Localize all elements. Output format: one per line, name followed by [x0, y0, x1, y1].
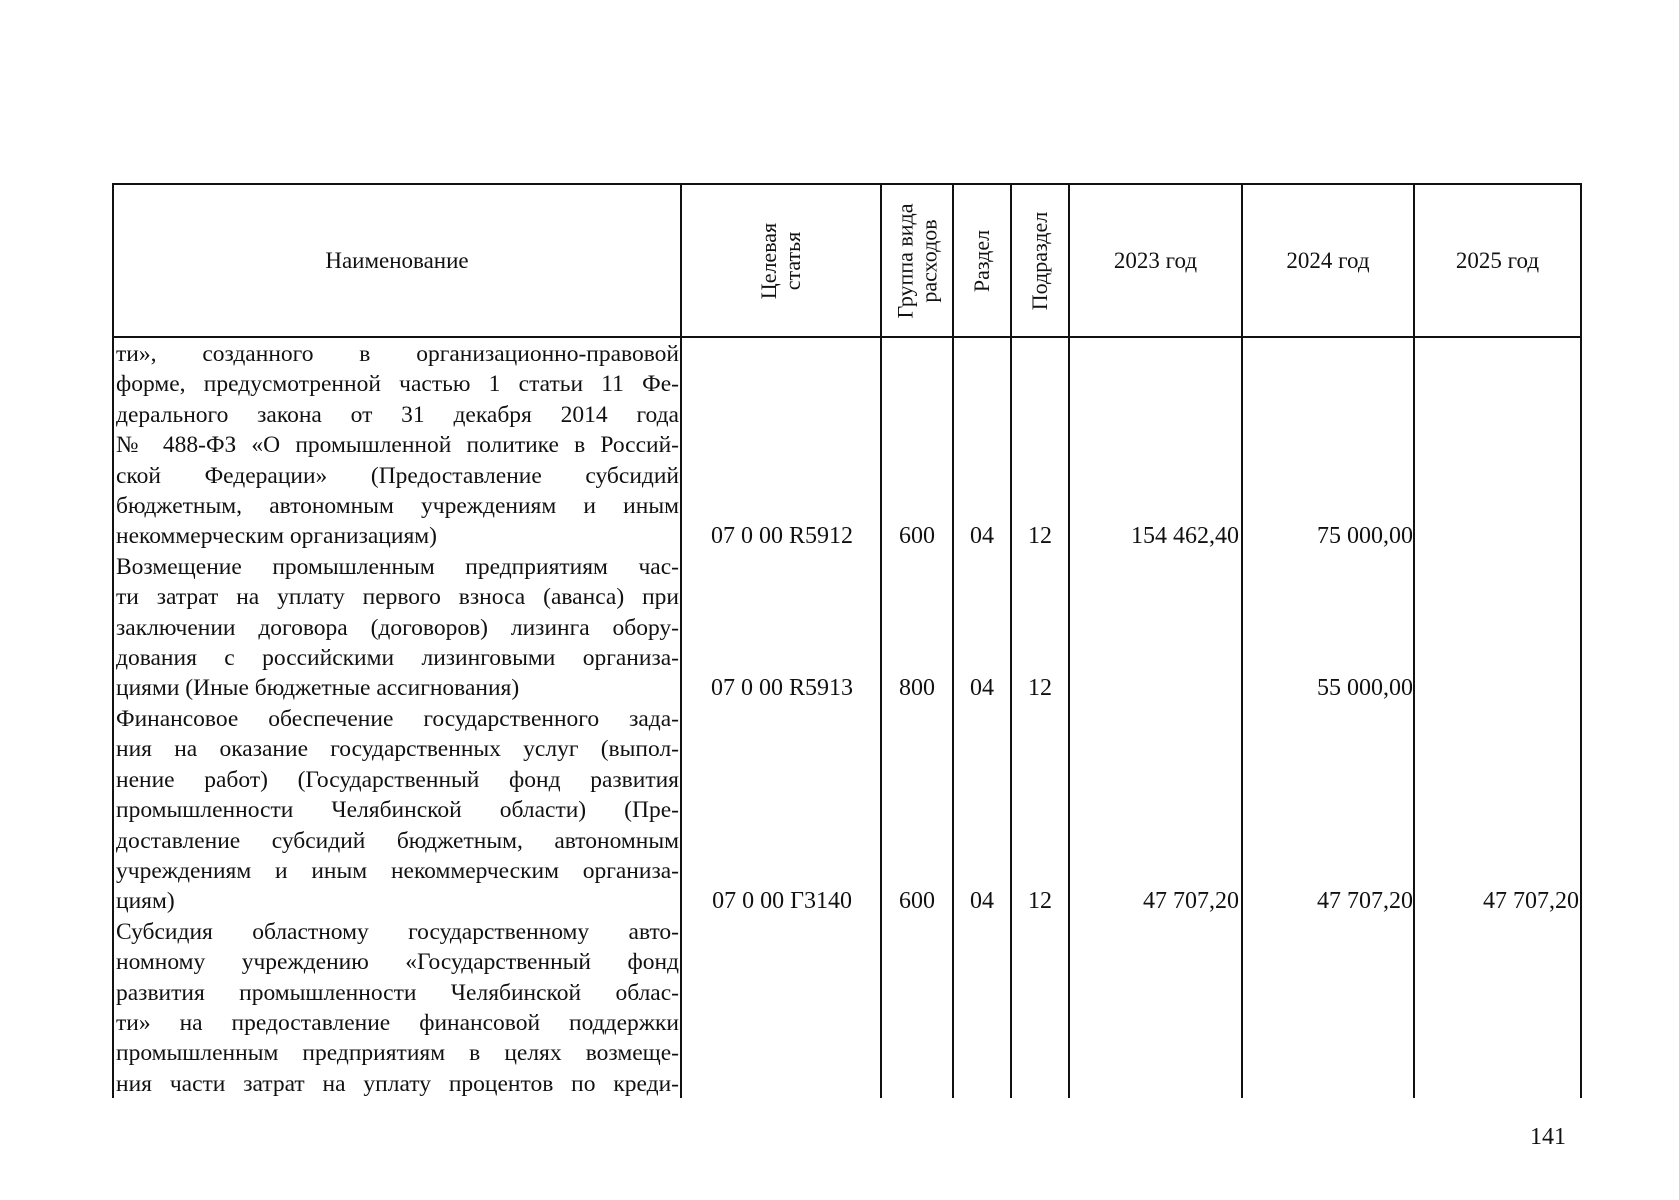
- name-column: [116, 339, 679, 1099]
- cell-section: 04: [970, 888, 994, 914]
- budget-table: [112, 183, 1582, 1098]
- cell-2023: 47 707,20: [1143, 888, 1239, 914]
- name-line: циям): [116, 888, 175, 915]
- cell-code: 07 0 00 R5913: [710, 675, 853, 701]
- name-line: ния части затрат на уплату процентов по креди-: [116, 1070, 679, 1097]
- header-expense-group: [882, 185, 952, 337]
- name-line: дерального закона от 31 декабря 2014 года: [116, 401, 679, 428]
- cell-section: 04: [970, 523, 994, 549]
- header-target-article-line: статья: [779, 231, 805, 291]
- cell-2024: 55 000,00: [1317, 675, 1413, 701]
- name-line: дования с российскими лизинговыми организа-: [116, 645, 679, 672]
- header-target-article-text: [757, 223, 805, 299]
- cell-code: 07 0 00 R5912: [710, 523, 853, 549]
- name-line: промышленности Челябинской области) (Пре-: [116, 797, 679, 824]
- name-line: учреждениям и иным некоммерческим организа-: [116, 857, 679, 884]
- cell-2024: 75 000,00: [1317, 523, 1413, 549]
- header-2025-text: 2025 год: [1455, 248, 1540, 273]
- header-section-text: Раздел: [969, 229, 995, 293]
- cell-2025: 47 707,20: [1483, 888, 1579, 914]
- name-line: ти затрат на уплату первого взноса (аванса) при: [116, 584, 679, 611]
- name-line: Финансовое обеспечение государственного зада-: [116, 705, 679, 732]
- header-target-article: [682, 185, 880, 337]
- header-expense-group-line: расходов: [916, 219, 942, 303]
- name-line: ти», созданного в организационно-правовой: [116, 341, 679, 367]
- header-target-article-line: Целевая: [755, 222, 781, 300]
- cell-code: 07 0 00 Г3140: [712, 888, 852, 914]
- name-line: Субсидия областному государственному авто-: [116, 918, 679, 945]
- cell-group: 600: [899, 523, 935, 549]
- name-line: доставление субсидий бюджетным, автономным: [116, 827, 679, 854]
- name-line: промышленным предприятиям в целях возмеще-: [116, 1040, 679, 1067]
- cell-subsection: 12: [1028, 523, 1052, 549]
- name-line: ской Федерации» (Предоставление субсидий: [116, 462, 679, 489]
- header-name-text: Наименование: [325, 248, 469, 273]
- cell-2023: 154 462,40: [1131, 523, 1239, 549]
- name-line: бюджетным, автономным учреждениям и иным: [116, 493, 679, 520]
- cell-section: 04: [970, 675, 994, 701]
- name-line: некоммерческим организациям): [116, 523, 437, 550]
- cell-subsection: 12: [1028, 888, 1052, 914]
- cell-group: 800: [899, 675, 935, 701]
- header-2023-text: 2023 год: [1113, 248, 1198, 273]
- cell-2024: 47 707,20: [1317, 888, 1413, 914]
- header-2023: [1070, 185, 1241, 337]
- name-line: ти» на предоставление финансовой поддержки: [116, 1009, 679, 1036]
- name-line: номному учреждению «Государственный фонд: [116, 949, 679, 976]
- header-2025: [1415, 185, 1580, 337]
- cell-subsection: 12: [1028, 675, 1052, 701]
- header-subsection-text: Подраздел: [1027, 211, 1053, 311]
- name-line: нение работ) (Государственный фонд развития: [116, 766, 679, 793]
- header-expense-group-text: [893, 204, 941, 319]
- name-line: ния на оказание государственных услуг (выпол-: [116, 736, 679, 763]
- page-number: 141: [1530, 1124, 1566, 1150]
- cell-group: 600: [899, 888, 935, 914]
- name-line: циями (Иные бюджетные ассигнования): [116, 675, 520, 702]
- header-2024: [1243, 185, 1413, 337]
- col-border: [1580, 183, 1582, 1098]
- name-line: № 488-ФЗ «О промышленной политике в Россий-: [116, 432, 679, 459]
- name-line: форме, предусмотренной частью 1 статьи 11 Фе-: [116, 371, 679, 398]
- header-subsection: [1012, 185, 1068, 337]
- header-section: [954, 185, 1010, 337]
- name-line: заключении договора (договоров) лизинга обору-: [116, 614, 679, 641]
- header-expense-group-line: Группа вида: [892, 203, 918, 319]
- name-line: развития промышленности Челябинской облас-: [116, 979, 679, 1006]
- header-name: [114, 185, 680, 337]
- name-line: Возмещение промышленным предприятиям час-: [116, 553, 679, 580]
- header-2024-text: 2024 год: [1286, 248, 1370, 273]
